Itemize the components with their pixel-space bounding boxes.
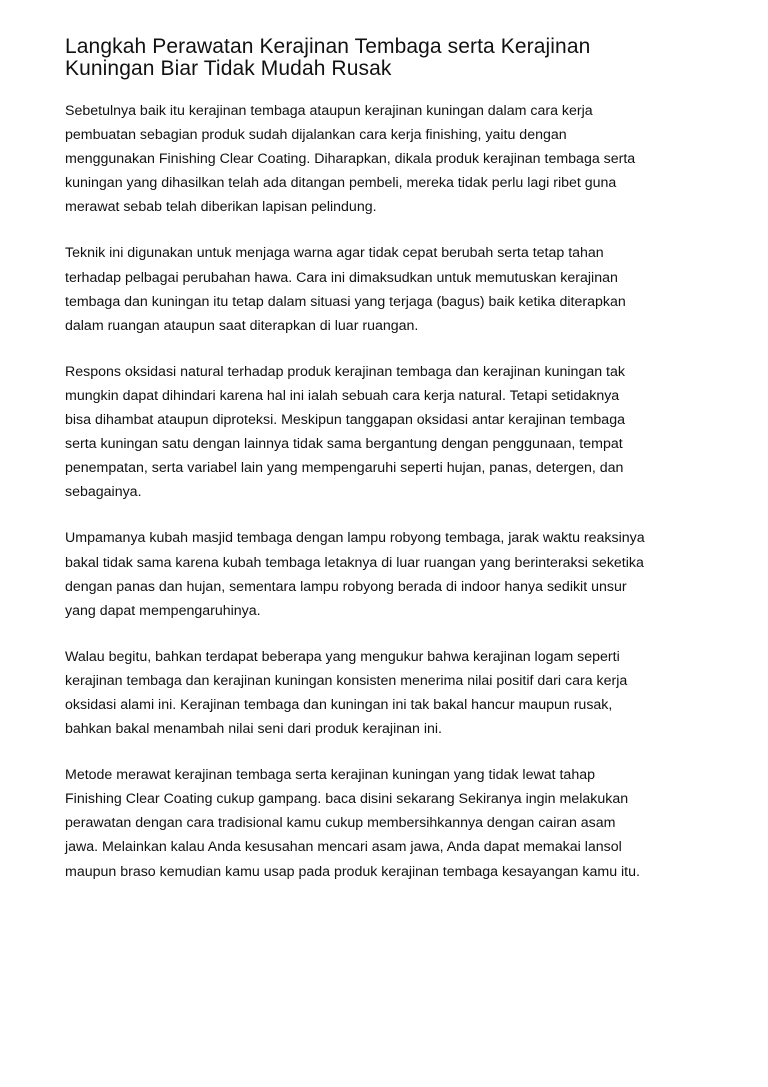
- paragraph-3: [65, 360, 725, 505]
- text-line: dalam ruangan ataupun saat diterapkan di luar ruangan.: [65, 317, 419, 334]
- title-line: Kuningan Biar Tidak Mudah Rusak: [65, 57, 392, 80]
- text-line: sebagainya.: [65, 484, 142, 501]
- text-line: mungkin dapat dihindari karena hal ini ialah sebuah cara kerja natural. Tetapi setidaknya: [65, 387, 620, 404]
- text-line: kuningan yang dihasilkan telah ada ditangan pembeli, mereka tidak perlu lagi ribet guna: [65, 175, 617, 192]
- text-line: Walau begitu, bahkan terdapat beberapa yang mengukur bahwa kerajinan logam seperti: [65, 648, 620, 665]
- text-line: yang dapat mempengaruhinya.: [65, 602, 261, 619]
- text-line: jawa. Melainkan kalau Anda kesusahan mencari asam jawa, Anda dapat memakai lansol: [65, 839, 622, 856]
- text-line: menggunakan Finishing Clear Coating. Diharapkan, dikala produk kerajinan tembaga serta: [65, 151, 636, 168]
- text-line: bahkan bakal menambah nilai seni dari produk kerajinan ini.: [65, 721, 442, 738]
- text-line: oksidasi alami ini. Kerajinan tembaga dan kuningan ini tak bakal hancur maupun rusak,: [65, 696, 613, 713]
- text-line: Umpamanya kubah masjid tembaga dengan lampu robyong tembaga, jarak waktu reaksinya: [65, 530, 645, 547]
- text-line: pembuatan sebagian produk sudah dijalankan cara kerja finishing, yaitu dengan: [65, 127, 567, 144]
- paragraph-2: [65, 241, 725, 337]
- text-line: perawatan dengan cara tradisional kamu cukup membersihkannya dengan cairan asam: [65, 815, 616, 832]
- document-title: [65, 36, 725, 80]
- text-line: penempatan, serta variabel lain yang mempengaruhi seperti hujan, panas, detergen, dan: [65, 460, 624, 477]
- title-line: Langkah Perawatan Kerajinan Tembaga serta Kerajinan: [65, 35, 591, 58]
- text-line: tembaga dan kuningan itu tetap dalam situasi yang terjaga (bagus) baik ketika diterapkan: [65, 293, 626, 310]
- document-page: [65, 36, 725, 906]
- text-line: serta kuningan satu dengan lainnya tidak sama bergantung dengan penggunaan, tempat: [65, 436, 623, 453]
- paragraph-4: [65, 526, 725, 622]
- text-line: merawat sebab telah diberikan lapisan pelindung.: [65, 199, 377, 216]
- text-line: kerajinan tembaga dan kerajinan kuningan konsisten menerima nilai positif dari cara kerja: [65, 672, 628, 689]
- text-line: maupun braso kemudian kamu usap pada produk kerajinan tembaga kesayangan kamu itu.: [65, 863, 640, 880]
- text-line: Respons oksidasi natural terhadap produk kerajinan tembaga dan kerajinan kuningan tak: [65, 363, 625, 380]
- paragraph-6: [65, 763, 725, 883]
- text-line: bisa dihambat ataupun diproteksi. Meskipun tanggapan oksidasi antar kerajinan tembaga: [65, 412, 625, 429]
- text-line: terhadap pelbagai perubahan hawa. Cara ini dimaksudkan untuk memutuskan kerajinan: [65, 269, 618, 286]
- text-line: Metode merawat kerajinan tembaga serta kerajinan kuningan yang tidak lewat tahap: [65, 767, 595, 784]
- text-line: Finishing Clear Coating cukup gampang. baca disini sekarang Sekiranya ingin melakukan: [65, 791, 629, 808]
- text-line: bakal tidak sama karena kubah tembaga letaknya di luar ruangan yang berinteraksi seketika: [65, 554, 644, 571]
- text-line: Sebetulnya baik itu kerajinan tembaga ataupun kerajinan kuningan dalam cara kerja: [65, 103, 593, 119]
- text-line: Teknik ini digunakan untuk menjaga warna agar tidak cepat berubah serta tetap tahan: [65, 245, 604, 262]
- paragraph-1: [65, 99, 725, 219]
- paragraph-5: [65, 645, 725, 741]
- text-line: dengan panas dan hujan, sementara lampu robyong berada di indoor hanya sedikit unsur: [65, 578, 627, 595]
